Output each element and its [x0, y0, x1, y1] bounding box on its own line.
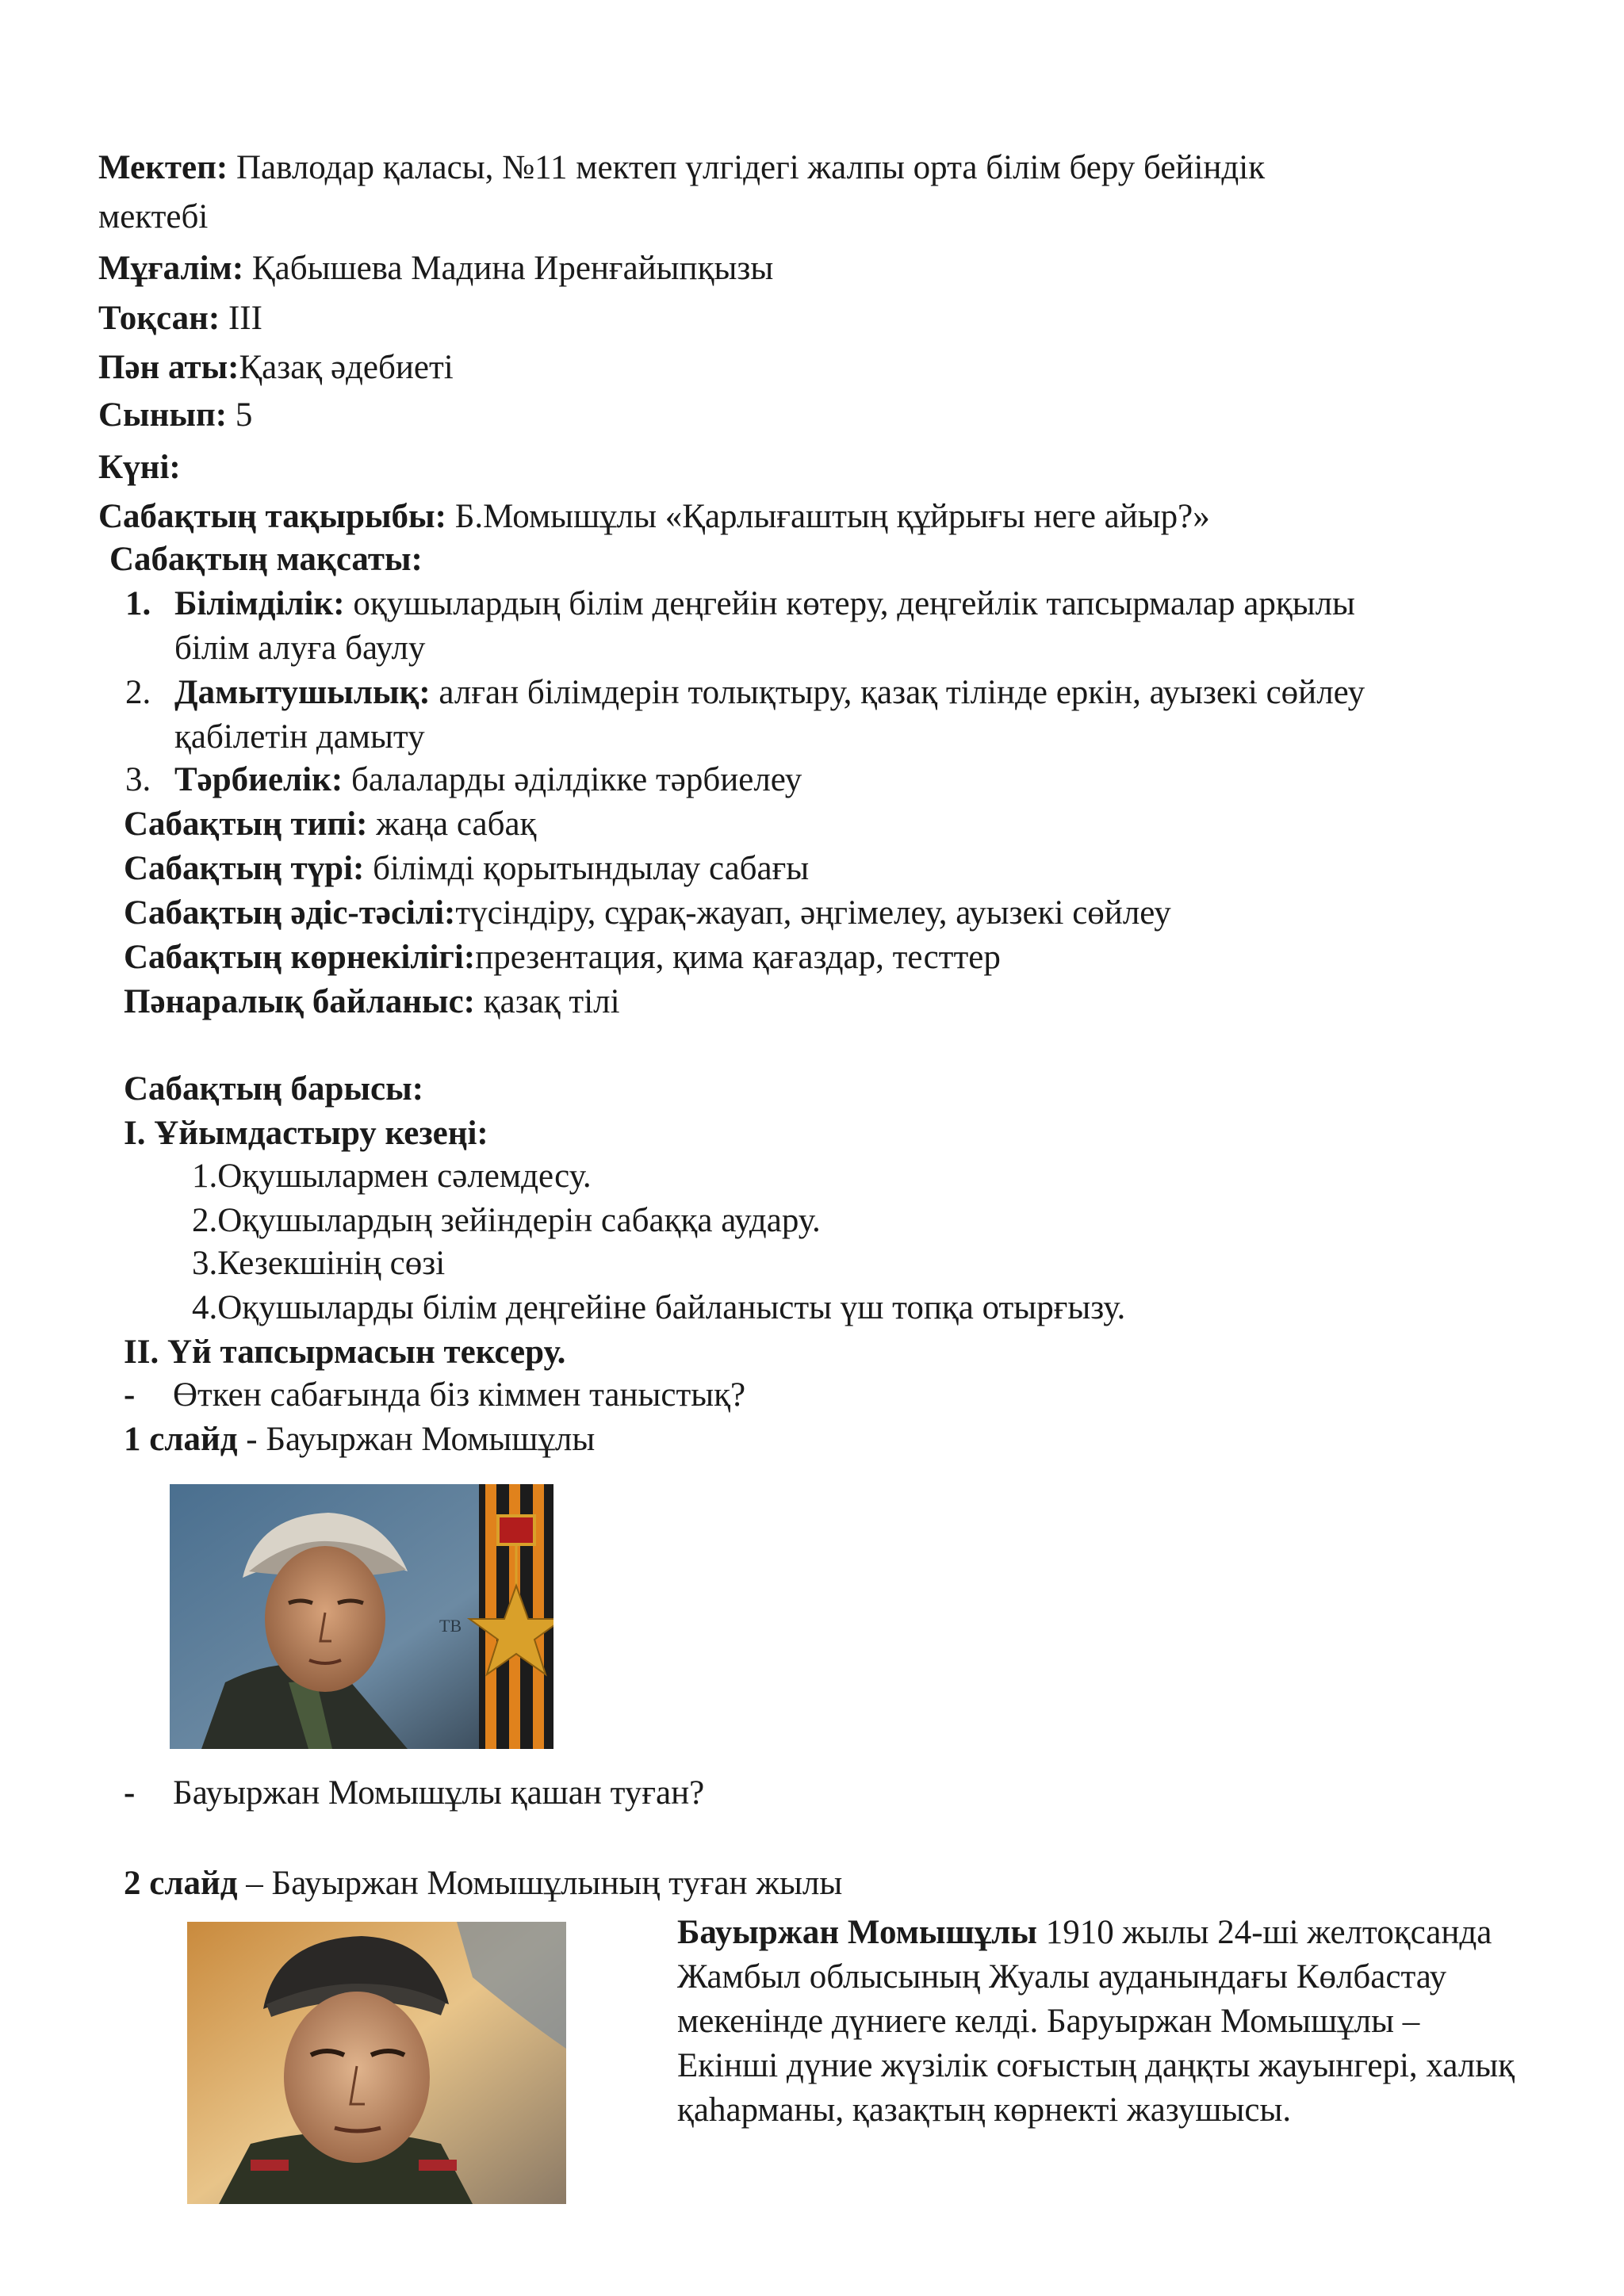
progress-heading: Сабақтың барысы:	[124, 1070, 424, 1108]
step-item: 2.Оқушылардың зейіндерін сабаққа аудару.	[192, 1202, 821, 1239]
interdisciplinary-line: Пәнаралық байланыс: қазақ тілі	[124, 983, 620, 1020]
class-line	[98, 395, 252, 436]
biography-name: Бауыржан Момышұлы	[677, 1914, 1037, 1951]
step-item: 1.Оқушылармен сәлемдесу.	[192, 1158, 592, 1195]
school-value: Павлодар қаласы, №11 мектеп үлгідегі жалпы орта білім беру бейіндік	[236, 149, 1266, 186]
slide-2-label: 2 слайд	[124, 1865, 238, 1902]
goal-item-1-cont: білім алуға баулу	[174, 629, 426, 667]
goal-item-2-cont: қабілетін дамыту	[174, 718, 425, 756]
goal-label: Тәрбиелік:	[174, 761, 343, 798]
goal-number: 1.	[125, 585, 151, 622]
goals-heading: Сабақтың мақсаты:	[109, 541, 423, 578]
goal-number: 2.	[125, 674, 151, 711]
stage-2-heading: ІІ. Үй тапсырмасын тексеру.	[124, 1334, 566, 1371]
class-value: 5	[235, 396, 253, 434]
subject-value: Қазақ әдебиеті	[239, 349, 454, 386]
goal-label: Дамытушылық:	[174, 674, 431, 711]
goal-text: алған білімдерін толықтыру, қазақ тілінде еркін, ауызекі сөйлеу	[439, 674, 1365, 711]
topic-line	[98, 496, 1210, 538]
dash-bullet: -	[124, 1774, 136, 1812]
quarter-label: Тоқсан:	[98, 300, 220, 337]
biography-paragraph	[677, 1911, 1518, 2133]
slide-1-label: 1 слайд	[124, 1421, 238, 1458]
lesson-visuals-line: Сабақтың көрнекілігі:презентация, қима қағаздар, тесттер	[124, 939, 1001, 976]
question-2: - Бауыржан Момышұлы қашан туған?	[124, 1773, 704, 1814]
teacher-value: Қабышева Мадина Иренғайыпқызы	[251, 250, 774, 287]
quarter-line	[98, 298, 262, 339]
quarter-value: ІІІ	[228, 300, 262, 337]
lesson-kind-line: Сабақтың түрі: білімді қорытындылау сабағы	[124, 850, 810, 887]
portrait-image-2	[187, 1922, 566, 2204]
portrait-image-1	[170, 1484, 553, 1749]
goal-text: балаларды әділдікке тәрбиелеу	[350, 761, 802, 798]
goal-label: Білімділік:	[174, 585, 345, 622]
artist-signature: ТВ	[439, 1616, 462, 1636]
goal-item-1	[125, 584, 1355, 625]
slide-1-line: 1 слайд - Бауыржан Момышұлы	[124, 1421, 596, 1458]
teacher-label: Мұғалім:	[98, 250, 244, 287]
goal-text: оқушылардың білім деңгейін көтеру, деңгейлік тапсырмалар арқылы	[353, 585, 1355, 622]
goal-item-2	[125, 672, 1365, 714]
goal-number: 3.	[125, 761, 151, 798]
step-item: 4.Оқушыларды білім деңгейіне байланысты үш топқа отырғызу.	[192, 1289, 1126, 1326]
class-label: Сынып:	[98, 396, 228, 434]
school-label: Мектеп:	[98, 149, 228, 186]
topic-value: Б.Момышұлы «Қарлығаштың құйрығы неге айыр?»	[454, 498, 1210, 535]
school-line-2	[98, 197, 208, 238]
date-label: Күні:	[98, 449, 181, 486]
topic-label: Сабақтың тақырыбы:	[98, 498, 446, 535]
step-item: 3.Кезекшінің сөзі	[192, 1245, 446, 1282]
goal-item-3	[125, 760, 802, 801]
subject-line	[98, 347, 454, 388]
date-line	[98, 447, 181, 488]
stage-1-heading: І. Ұйымдастыру кезеңі:	[124, 1115, 488, 1152]
biography-text: 1910 жылы 24-ші желтоқсанда Жамбыл облысының Жуалы ауданындағы Көлбастау мекенінде дүниеге келді. Баруыржан Момышұлы – Екінші дүние жүзілік соғыстың даңқты жауынгері, халық қаһарманы, қазақтың көрнекті жазушысы.	[677, 1914, 1515, 2129]
subject-label: Пән аты:	[98, 349, 239, 386]
question-1: - Өткен сабағында біз кіммен таныстық?	[124, 1375, 745, 1416]
slide-2-line: 2 слайд – Бауыржан Момышұлының туған жылы	[124, 1865, 843, 1902]
dash-bullet: -	[124, 1376, 136, 1414]
lesson-methods-line: Сабақтың әдіс-тәсілі:түсіндіру, сұрақ-жауап, әңгімелеу, ауызекі сөйлеу	[124, 894, 1171, 932]
lesson-type-line: Сабақтың типі: жаңа сабақ	[124, 806, 537, 843]
school-line	[98, 147, 1265, 189]
school-value-continued: мектебі	[98, 198, 209, 235]
portrait-illustration-1	[170, 1484, 553, 1749]
portrait-illustration-2	[187, 1922, 566, 2204]
teacher-line	[98, 248, 773, 289]
